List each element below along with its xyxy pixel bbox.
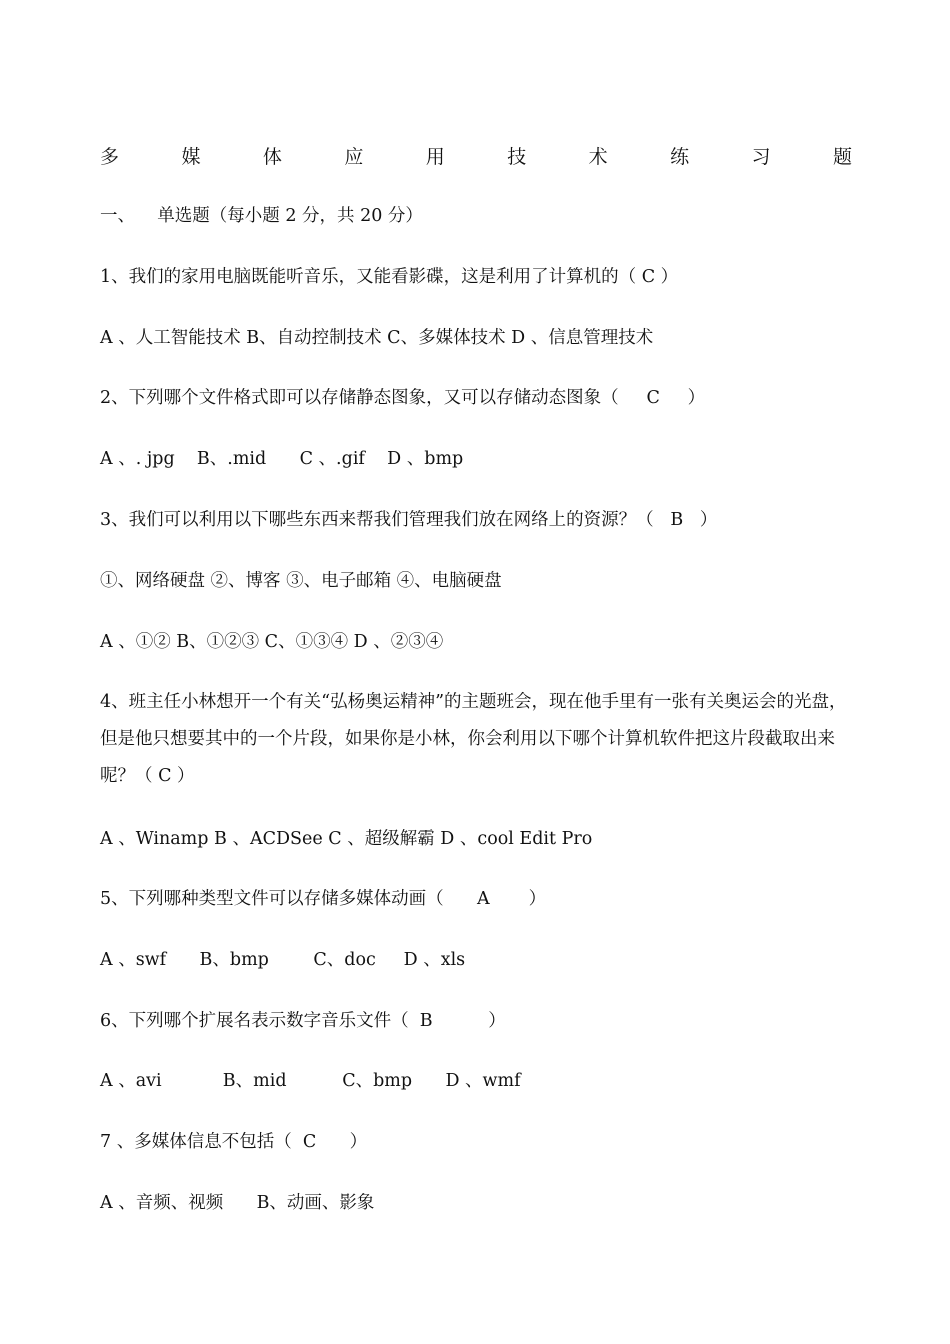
question-3-items: ①、网络硬盘 ②、博客 ③、电子邮箱 ④、电脑硬盘 bbox=[100, 571, 502, 591]
question-7-options: A 、音频、视频 B、动画、影象 bbox=[100, 1193, 375, 1213]
page-title bbox=[100, 143, 852, 171]
question-6-options: A 、avi B、mid C、bmp D 、wmf bbox=[100, 1071, 521, 1091]
title-char: 练 bbox=[670, 146, 690, 168]
question-7: 7 、多媒体信息不包括（ C ） bbox=[100, 1132, 368, 1152]
title-char: 用 bbox=[425, 146, 445, 168]
question-6: 6、下列哪个扩展名表示数字音乐文件（ B ） bbox=[100, 1011, 506, 1031]
question-2: 2、下列哪个文件格式即可以存储静态图象，又可以存储动态图象（ C ） bbox=[100, 388, 706, 408]
question-3: 3、我们可以利用以下哪些东西来帮我们管理我们放在网络上的资源？（ B ） bbox=[100, 510, 718, 530]
title-char: 应 bbox=[344, 146, 364, 168]
title-char: 题 bbox=[832, 146, 852, 168]
section-heading: 一、 单选题（每小题 2 分，共 20 分） bbox=[100, 206, 423, 226]
question-3-options: A 、①② B、①②③ C、①③④ D 、②③④ bbox=[100, 632, 444, 652]
title-char: 术 bbox=[588, 146, 608, 168]
question-1-options: A 、人工智能技术 B、自动控制技术 C、多媒体技术 D 、信息管理技术 bbox=[100, 328, 654, 348]
question-2-options: A 、. jpg B、.mid C 、.gif D 、bmp bbox=[100, 449, 464, 469]
title-char: 技 bbox=[507, 146, 527, 168]
question-5: 5、下列哪种类型文件可以存储多媒体动画（ A ） bbox=[100, 889, 547, 909]
title-char: 体 bbox=[262, 146, 282, 168]
title-char: 习 bbox=[751, 146, 771, 168]
question-5-options: A 、swf B、bmp C、doc D 、xls bbox=[100, 950, 466, 970]
question-4-options: A 、Winamp B 、ACDSee C 、超级解霸 D 、cool Edit Pro bbox=[100, 829, 593, 849]
title-char: 媒 bbox=[181, 146, 201, 168]
question-1: 1、我们的家用电脑既能听音乐，又能看影碟，这是利用了计算机的（ C ） bbox=[100, 267, 679, 287]
title-char: 多 bbox=[100, 146, 120, 168]
question-4: 4、班主任小林想开一个有关“弘杨奥运精神”的主题班会，现在他手里有一张有关奥运会的光盘，但是他只想要其中的一个片段，如果你是小林，你会利用以下哪个计算机软件把这片段截取出来呢？（ C ） bbox=[100, 692, 847, 786]
